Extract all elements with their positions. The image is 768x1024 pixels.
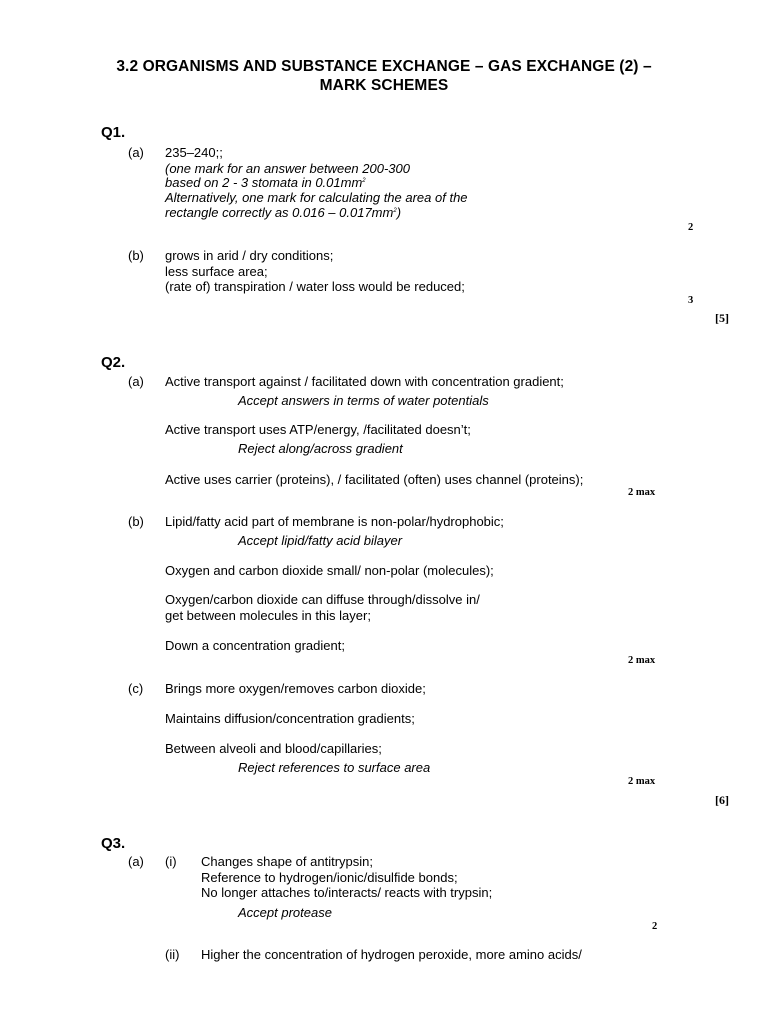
q3-a-i-line-3: No longer attaches to/interacts/ reacts with trypsin;	[201, 885, 493, 900]
q3-a-i-note: Accept protease	[238, 905, 332, 920]
page-title-line-1: 3.2 ORGANISMS AND SUBSTANCE EXCHANGE – GAS EXCHANGE (2) –	[116, 58, 652, 75]
question-1-label: Q1.	[101, 124, 126, 141]
q3-a-ii-label: (ii)	[165, 947, 180, 962]
q1-a-answer: 235–240;;	[165, 145, 223, 160]
q2-b-line-3a: Oxygen/carbon dioxide can diffuse through/dissolve in/	[165, 592, 480, 607]
q1-b-marks: 3	[688, 295, 694, 306]
q3-a-i-marks: 2	[652, 921, 658, 932]
q2-b-marks: 2 max	[628, 655, 656, 666]
q2-a-marks: 2 max	[628, 487, 656, 498]
q1-b-line-3: (rate of) transpiration / water loss would be reduced;	[165, 279, 465, 294]
q2-b-line-2: Oxygen and carbon dioxide small/ non-polar (molecules);	[165, 563, 494, 578]
q1-part-b-label: (b)	[128, 248, 144, 263]
q3-a-ii-line-1: Higher the concentration of hydrogen peroxide, more amino acids/	[201, 947, 582, 962]
question-2-label: Q2.	[101, 354, 126, 371]
q1-part-a-label: (a)	[128, 145, 144, 160]
q2-b-line-1: Lipid/fatty acid part of membrane is non-polar/hydrophobic;	[165, 514, 504, 529]
q1-a-note-4: rectangle correctly as $0.016 - 0.017mm^2$)	[165, 205, 402, 220]
q2-a-line-3: Active uses carrier (proteins), / facilitated (often) uses channel (proteins);	[165, 472, 584, 487]
question-3-label: Q3.	[101, 835, 126, 852]
q2-part-a-label: (a)	[128, 374, 144, 389]
q1-b-line-1: grows in arid / dry conditions;	[165, 248, 334, 263]
q2-b-line-4: Down a concentration gradient;	[165, 638, 345, 653]
q2-part-b-label: (b)	[128, 514, 144, 529]
q2-c-marks: 2 max	[628, 776, 656, 787]
q3-part-a-label: (a)	[128, 854, 144, 869]
q1-b-line-2: less surface area;	[165, 264, 268, 279]
q2-a-line-2: Active transport uses ATP/energy, /facilitated doesn’t;	[165, 422, 471, 437]
q2-c-line-2: Maintains diffusion/concentration gradients;	[165, 711, 415, 726]
q2-part-c-label: (c)	[128, 681, 144, 696]
q2-total-marks: [6]	[715, 793, 729, 807]
q2-a-note-1: Accept answers in terms of water potentials	[238, 393, 489, 408]
q1-a-note-1: (one mark for an answer between 200-300	[165, 161, 410, 176]
q1-a-marks: 2	[688, 222, 694, 233]
q3-a-i-line-1: Changes shape of antitrypsin;	[201, 854, 373, 869]
q2-a-line-1: Active transport against / facilitated down with concentration gradient;	[165, 374, 564, 389]
q1-a-note-3: Alternatively, one mark for calculating the area of the	[165, 190, 468, 205]
q2-c-line-1: Brings more oxygen/removes carbon dioxide;	[165, 681, 426, 696]
q2-a-note-2: Reject along/across gradient	[238, 441, 403, 456]
q2-b-note-1: Accept lipid/fatty acid bilayer	[238, 533, 403, 548]
q3-a-i-label: (i)	[165, 854, 177, 869]
q2-c-note: Reject references to surface area	[238, 760, 431, 775]
q1-a-note-2: based on 2 - 3 stomata in $0.01mm^2$	[165, 175, 366, 190]
q2-b-line-3b: get between molecules in this layer;	[165, 608, 371, 623]
page-title-line-2: MARK SCHEMES	[319, 77, 449, 94]
q2-c-line-3: Between alveoli and blood/capillaries;	[165, 741, 382, 756]
q1-total-marks: [5]	[715, 311, 729, 325]
q3-a-i-line-2: Reference to hydrogen/ionic/disulfide bonds;	[201, 870, 458, 885]
